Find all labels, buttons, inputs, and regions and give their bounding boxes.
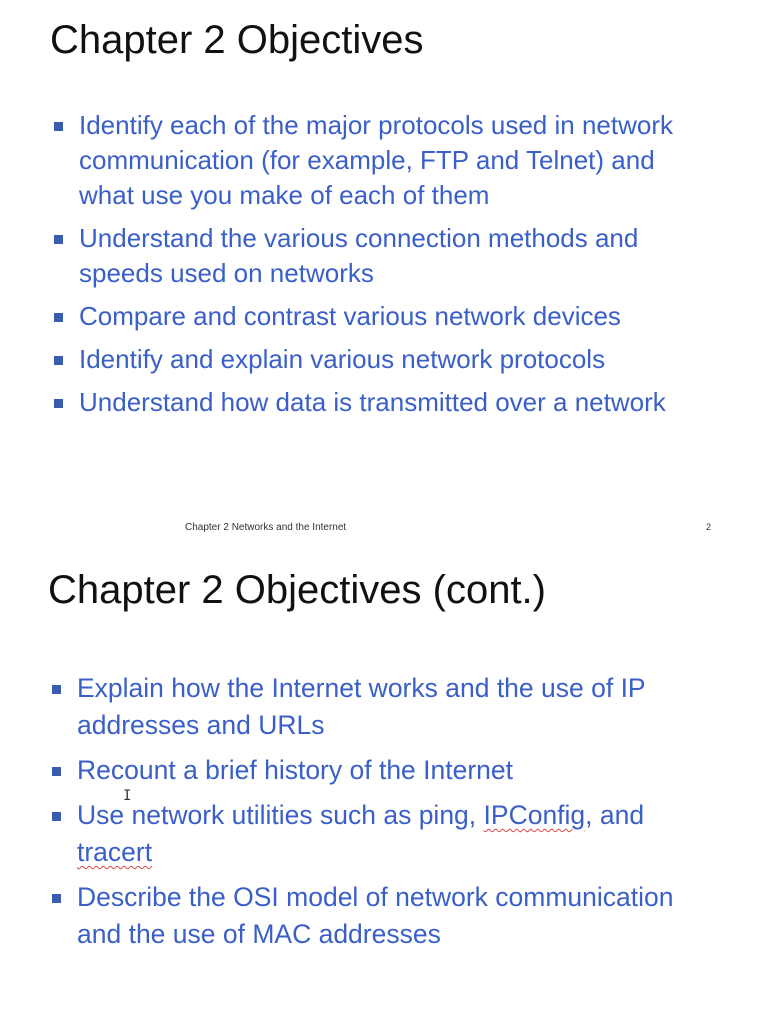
bullet-item	[52, 385, 702, 420]
bullet-text: Compare and contrast various network devices	[79, 301, 621, 331]
square-bullet-icon	[54, 235, 63, 244]
text-cursor-icon: I	[123, 788, 132, 804]
slide-footer: Chapter 2 Networks and the Internet	[185, 522, 347, 533]
square-bullet-icon	[54, 399, 63, 408]
bullet-text: Describe the OSI model of network communication and the use of MAC addresses	[77, 882, 674, 949]
square-bullet-icon	[52, 894, 61, 903]
bullet-text: Identify each of the major protocols used in network communication (for example, FTP and Telnet) and what use you make of each of them	[79, 110, 673, 210]
bullet-text-part: , and	[585, 800, 645, 830]
bullet-text: Recount a brief history of the Internet	[77, 755, 514, 785]
bullet-item	[50, 797, 700, 871]
bullet-text: Understand the various connection methods and speeds used on networks	[79, 223, 639, 288]
square-bullet-icon	[54, 356, 63, 365]
spellcheck-word[interactable]: IPConfig	[483, 800, 586, 830]
square-bullet-icon	[52, 812, 61, 821]
spellcheck-word[interactable]: tracert	[77, 837, 153, 867]
bullet-text-part: Use network utilities such as ping,	[77, 800, 484, 830]
bullet-text: Explain how the Internet works and the use of IP addresses and URLs	[77, 673, 646, 740]
square-bullet-icon	[54, 313, 63, 322]
slide-objectives-cont	[0, 540, 768, 1024]
bullet-text	[77, 800, 644, 867]
slide-title: Chapter 2 Objectives (cont.)	[48, 568, 546, 612]
page-number: 2	[706, 522, 712, 532]
bullet-item	[52, 108, 702, 213]
bullet-text: Identify and explain various network protocols	[79, 344, 606, 374]
bullet-item	[52, 299, 702, 334]
bullet-item	[50, 752, 700, 789]
square-bullet-icon	[52, 685, 61, 694]
square-bullet-icon	[52, 767, 61, 776]
bullet-item	[50, 879, 700, 953]
bullet-list	[50, 670, 700, 961]
bullet-item	[52, 221, 702, 291]
bullet-text: Understand how data is transmitted over a network	[79, 387, 666, 417]
square-bullet-icon	[54, 122, 63, 131]
bullet-item	[52, 342, 702, 377]
bullet-item	[50, 670, 700, 744]
bullet-list	[52, 108, 702, 428]
slide-title: Chapter 2 Objectives	[50, 18, 424, 62]
